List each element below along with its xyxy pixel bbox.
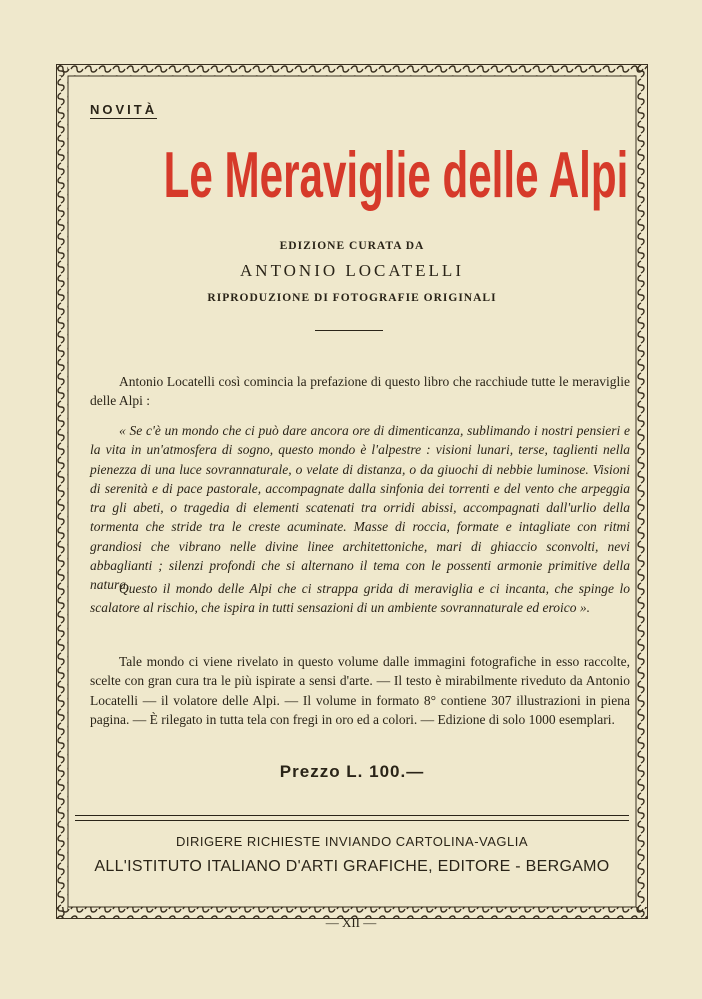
quote-paragraph-2: Questo il mondo delle Alpi che ci strappa grida di meraviglia e ci incanta, che spinge lo scalatore al rischio, che ispira in tutti sensazioni di un ambiente sovrannaturale ed eroico ». [90,581,630,616]
intro-paragraph: Antonio Locatelli così comincia la prefazione di questo libro che racchiude tutte le meraviglie delle Alpi : [90,374,630,409]
double-divider [75,815,629,821]
section-label: NOVITÀ [90,102,158,117]
quote-text-1: « Se c'è un mondo che ci può dare ancora ore di dimenticanza, sublimando i nostri pensieri e la vita in un'atmosfera di sogno, questo mondo è l'alpestre : visioni lunari, terse, taglienti nella pienezza di una luce sovrannaturale, o velate di distanza, o da giuochi di nebbie luminose. Visioni di serenità e di pace pastorale, accompagnate dalla sinfonia dei torrenti e del vento che arpeggia tra gli abeti, o tragedia di elementi scatenati tra orridi abissi, accompagnati dall'urlio della tormenta che stride tra le creste acuminate. Masse di roccia, formate e intagliate con ritmi grandiosi che vibrano nelle divine linee architettoniche, mari di ghiaccio sconvolti, nevi abbaglianti ; silenzi profondi che si alternano il tema con le possenti armonie primitive della natura. [90,423,630,593]
divider [315,330,383,331]
price: Prezzo L. 100.— [279,762,425,781]
order-instructions: DIRIGERE RICHIESTE INVIANDO CARTOLINA-VAGLIA [175,834,529,849]
editor-name: ANTONIO LOCATELLI [240,261,464,280]
page-number: — XII — [325,915,377,930]
reproduction-line: RIPRODUZIONE DI FOTOGRAFIE ORIGINALI [207,292,497,304]
publisher-address: ALL'ISTITUTO ITALIANO D'ARTI GRAFICHE, EDITORE - BERGAMO [94,858,610,875]
quote-paragraph-1 [90,421,630,595]
advertisement-page [75,82,629,902]
edition-line: EDIZIONE CURATA DA [279,240,425,252]
description-paragraph: Tale mondo ci viene rivelato in questo volume dalle immagini fotografiche in esso raccolte, scelte con gran cura tra le più ispirate a sensi d'arte. — Il testo è mirabilmente riveduto da Antonio Locatelli — il volatore delle Alpi. — Il volume in formato 8° contiene 307 illustrazioni in piena pagina. — È rilegato in tutta tela con fregi in oro ed a colori. — Edizione di solo 1000 esemplari. [90,654,630,727]
book-title: Le Meraviglie delle Alpi [163,139,629,212]
